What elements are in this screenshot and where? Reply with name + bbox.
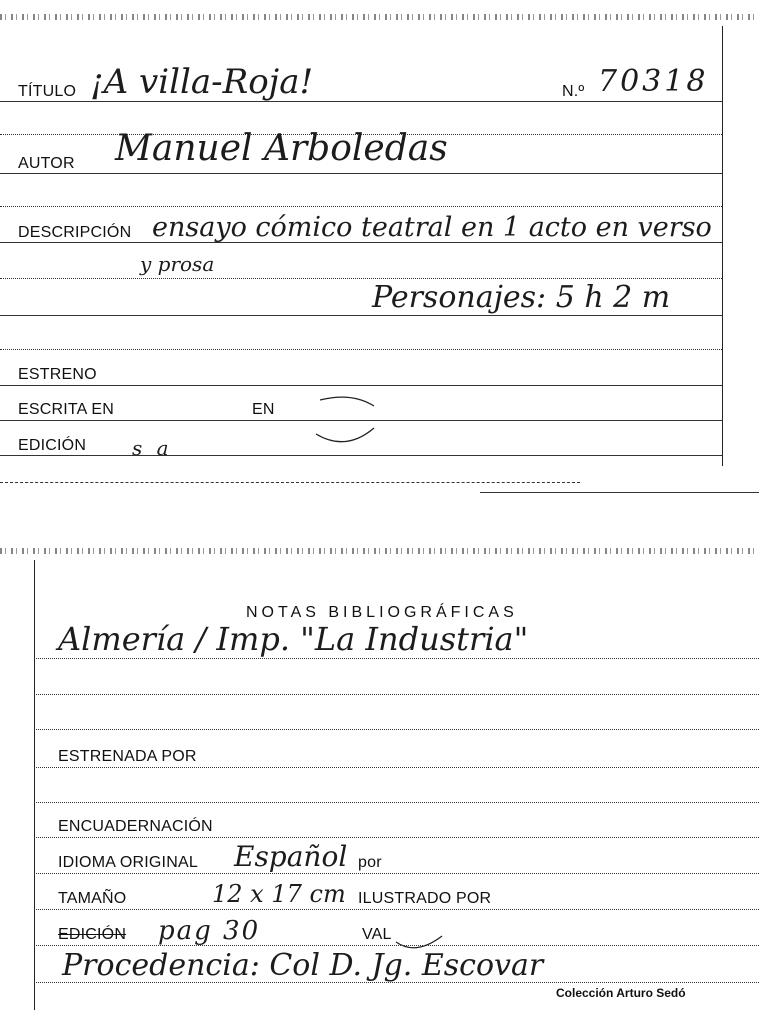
card-right-border bbox=[722, 26, 723, 466]
catalog-card-bottom bbox=[0, 540, 759, 1028]
estrenada-por-label: ESTRENADA POR bbox=[58, 748, 197, 765]
catalog-card-top bbox=[0, 0, 759, 500]
card-edge-bottom bbox=[0, 482, 580, 483]
tamano-value: 12 x 17 cm bbox=[212, 880, 346, 908]
rule bbox=[34, 767, 759, 768]
edicion-label-struck: EDICIÓN bbox=[58, 926, 127, 943]
por-label: por bbox=[358, 854, 382, 871]
estreno-label: ESTRENO bbox=[18, 366, 97, 383]
rule bbox=[34, 694, 759, 695]
procedencia-value: Procedencia: Col D. Jg. Escovar bbox=[62, 948, 544, 983]
rule bbox=[34, 802, 759, 803]
rule bbox=[34, 837, 759, 838]
autor-value: Manuel Arboledas bbox=[115, 128, 448, 169]
rule bbox=[0, 101, 722, 102]
rule bbox=[0, 206, 722, 207]
encuadernacion-label: ENCUADERNACIÓN bbox=[58, 818, 213, 835]
descripcion-line2: y prosa bbox=[140, 252, 215, 276]
rule bbox=[34, 873, 759, 874]
card-edge-top bbox=[0, 548, 759, 554]
paginas-value: pag 30 bbox=[158, 916, 261, 946]
descripcion-label: DESCRIPCIÓN bbox=[18, 224, 132, 241]
valor-label: VAL bbox=[362, 926, 392, 943]
tamano-label: TAMAÑO bbox=[58, 890, 127, 907]
autor-label: AUTOR bbox=[18, 155, 75, 172]
edicion-value: s a bbox=[132, 436, 173, 460]
idioma-value: Español bbox=[234, 840, 348, 873]
notas-bibliograficas-heading: NOTAS BIBLIOGRÁFICAS bbox=[246, 604, 518, 621]
rule bbox=[34, 909, 759, 910]
rule bbox=[0, 242, 722, 243]
idioma-original-label: IDIOMA ORIGINAL bbox=[58, 854, 198, 871]
coleccion-credit: Colección Arturo Sedó bbox=[556, 986, 686, 1000]
rule bbox=[34, 945, 759, 946]
rule bbox=[34, 658, 759, 659]
descripcion-line1: ensayo cómico teatral en 1 acto en verso bbox=[152, 212, 712, 243]
personajes-value: Personajes: 5 h 2 m bbox=[372, 280, 671, 315]
rule bbox=[0, 173, 722, 174]
numero-label: N.º bbox=[562, 83, 585, 100]
pencil-mark bbox=[312, 392, 392, 452]
ilustrado-por-label: ILUSTRADO POR bbox=[358, 890, 492, 907]
card-edge-bottom bbox=[480, 492, 759, 493]
rule bbox=[34, 982, 759, 983]
rule bbox=[34, 729, 759, 730]
titulo-value: ¡A villa-Roja! bbox=[90, 62, 314, 102]
rule bbox=[0, 349, 722, 350]
rule bbox=[0, 455, 722, 456]
card-left-border bbox=[34, 560, 35, 1010]
en-label: EN bbox=[252, 401, 275, 418]
rule bbox=[0, 315, 722, 316]
escrita-en-label: ESCRITA EN bbox=[18, 401, 114, 418]
notas-value: Almería / Imp. "La Industria" bbox=[58, 620, 529, 658]
card-edge-top bbox=[0, 14, 759, 20]
titulo-label: TÍTULO bbox=[18, 83, 77, 100]
rule bbox=[0, 278, 722, 279]
edicion-label: EDICIÓN bbox=[18, 437, 87, 454]
numero-value: 70318 bbox=[598, 64, 709, 99]
rule bbox=[0, 385, 722, 386]
